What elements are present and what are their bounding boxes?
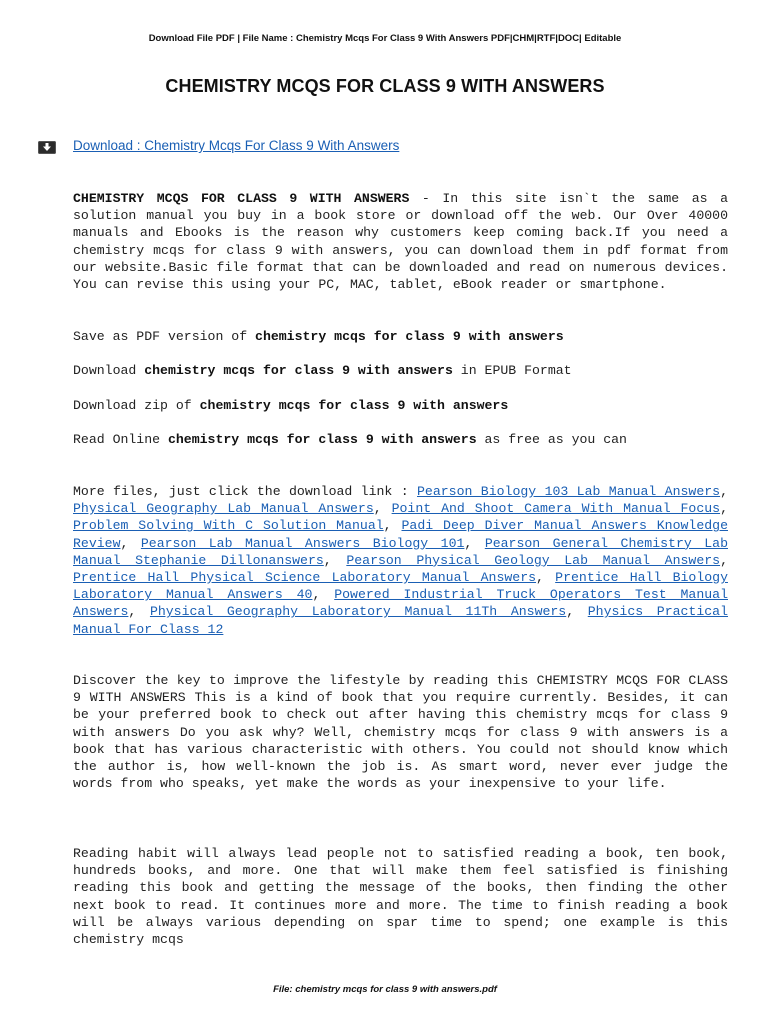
- more-file-link[interactable]: Problem Solving With C Solution Manual: [73, 518, 384, 534]
- option-bold: chemistry mcqs for class 9 with answers: [167, 432, 477, 447]
- intro-bold-title: CHEMISTRY MCQS FOR CLASS 9 WITH ANSWERS: [73, 191, 410, 206]
- more-file-link[interactable]: Pearson Biology 103 Lab Manual Answers: [417, 484, 721, 499]
- option-download-zip: [73, 397, 728, 414]
- intro-paragraph: [73, 190, 728, 293]
- option-bold: chemistry mcqs for class 9 with answers: [199, 398, 509, 413]
- download-icon[interactable]: [38, 141, 56, 154]
- option-bold: chemistry mcqs for class 9 with answers: [255, 329, 564, 344]
- more-file-link[interactable]: Powered Industrial Truck Operators Test Manual Answers: [73, 587, 728, 620]
- more-file-link[interactable]: Physics Practical Manual For Class 12: [73, 604, 729, 637]
- option-text: Download zip of: [73, 398, 200, 413]
- download-row: [38, 138, 738, 158]
- discover-paragraph: Discover the key to improve the lifestyle by reading this CHEMISTRY MCQS FOR CLASS 9 WITH ANSWERS This is a kind of book that you require currently. Besides, it can be your preferred book to check out after having this chemistry mcqs for class 9 with answers Do you ask why? Well, chemistry mcqs for class 9 with answers is a book that has various characteristic with others. You could not should know which the author is, how well-known the job is. As smart word, never ever judge the words from who speaks, yet make the words as your inexpensive to your life.: [73, 673, 728, 792]
- option-bold: chemistry mcqs for class 9 with answers: [144, 363, 453, 378]
- option-text: as free as you can: [476, 432, 627, 447]
- more-file-link[interactable]: Pearson Physical Geology Lab Manual Answers: [346, 552, 721, 568]
- more-file-link[interactable]: Prentice Hall Physical Science Laboratory Manual Answers: [73, 570, 537, 586]
- more-file-link[interactable]: Prentice Hall Biology Laboratory Manual Answers 40: [73, 570, 728, 603]
- more-files-paragraph: More files, just click the download link : Pearson Biology 103 Lab Manual Answers, Physical Geography Lab Manual Answers, Point And Shoot Camera With Manual Focus, Problem Solving With C Solution Manual, Padi Deep Diver Manual Answers Knowledge Review, Pearson Lab Manual Answers Biology 101, Pearson General Chemistry Lab Manual Stephanie Dillonanswers, Pearson Physical Geology Lab Manual Answers, Prentice Hall Physical Science Laboratory Manual Answers, Prentice Hall Biology Laboratory Manual Answers 40, Powered Industrial Truck Operators Test Manual Answers, Physical Geography Laboratory Manual 11Th Answers, Physics Practical Manual For Class 12: [73, 484, 729, 637]
- intro-text: - In this site isn`t the same as a solution manual you buy in a book store or download off the web. Our Over 40000 manuals and Ebooks is the reason why customers keep coming back.If you need a chemistry mcqs for class 9 with answers, you can download them in pdf format from our website.Basic file format that can be downloaded and read on numerous devices. You can revise this using your PC, MAC, tablet, eBook reader or smartphone.: [73, 191, 728, 293]
- page-title: CHEMISTRY MCQS FOR CLASS 9 WITH ANSWERS: [165, 76, 605, 96]
- more-files-prefix: More files, just click the download link :: [73, 484, 418, 499]
- more-file-link[interactable]: Pearson Lab Manual Answers Biology 101: [140, 535, 465, 551]
- more-file-link[interactable]: Point And Shoot Camera With Manual Focus: [391, 501, 721, 517]
- more-file-link[interactable]: Pearson General Chemistry Lab Manual Stephanie Dillonanswers: [73, 535, 728, 568]
- option-read-online: [73, 431, 728, 448]
- option-text: Read Online: [73, 432, 168, 447]
- file-footer: File: chemistry mcqs for class 9 with answers.pdf: [273, 984, 497, 995]
- more-file-link[interactable]: Physical Geography Laboratory Manual 11Th Answers: [149, 604, 567, 620]
- option-save-pdf: [73, 328, 728, 345]
- more-file-link[interactable]: Physical Geography Lab Manual Answers: [73, 501, 374, 517]
- more-file-link[interactable]: Padi Deep Diver Manual Answers Knowledge Review: [73, 518, 728, 551]
- download-link[interactable]: Download : Chemistry Mcqs For Class 9 With Answers: [73, 138, 400, 153]
- file-header: Download File PDF | File Name : Chemistry Mcqs For Class 9 With Answers PDF|CHM|RTF|DOC| Editable: [148, 33, 622, 44]
- option-download-epub: [73, 362, 728, 379]
- reading-habit-paragraph: Reading habit will always lead people not to satisfied reading a book, ten book, hundreds books, and more. One that will make them feel satisfied is finishing reading this book and getting the message of the books, then finding the other next book to read. It continues more and more. The time to finish reading a book will be always various depending on spar time to spend; one example is this chemistry mcqs: [73, 846, 728, 948]
- option-text: Save as PDF version of: [73, 329, 256, 344]
- option-text: in EPUB Format: [452, 363, 572, 378]
- option-text: Download: [73, 363, 145, 378]
